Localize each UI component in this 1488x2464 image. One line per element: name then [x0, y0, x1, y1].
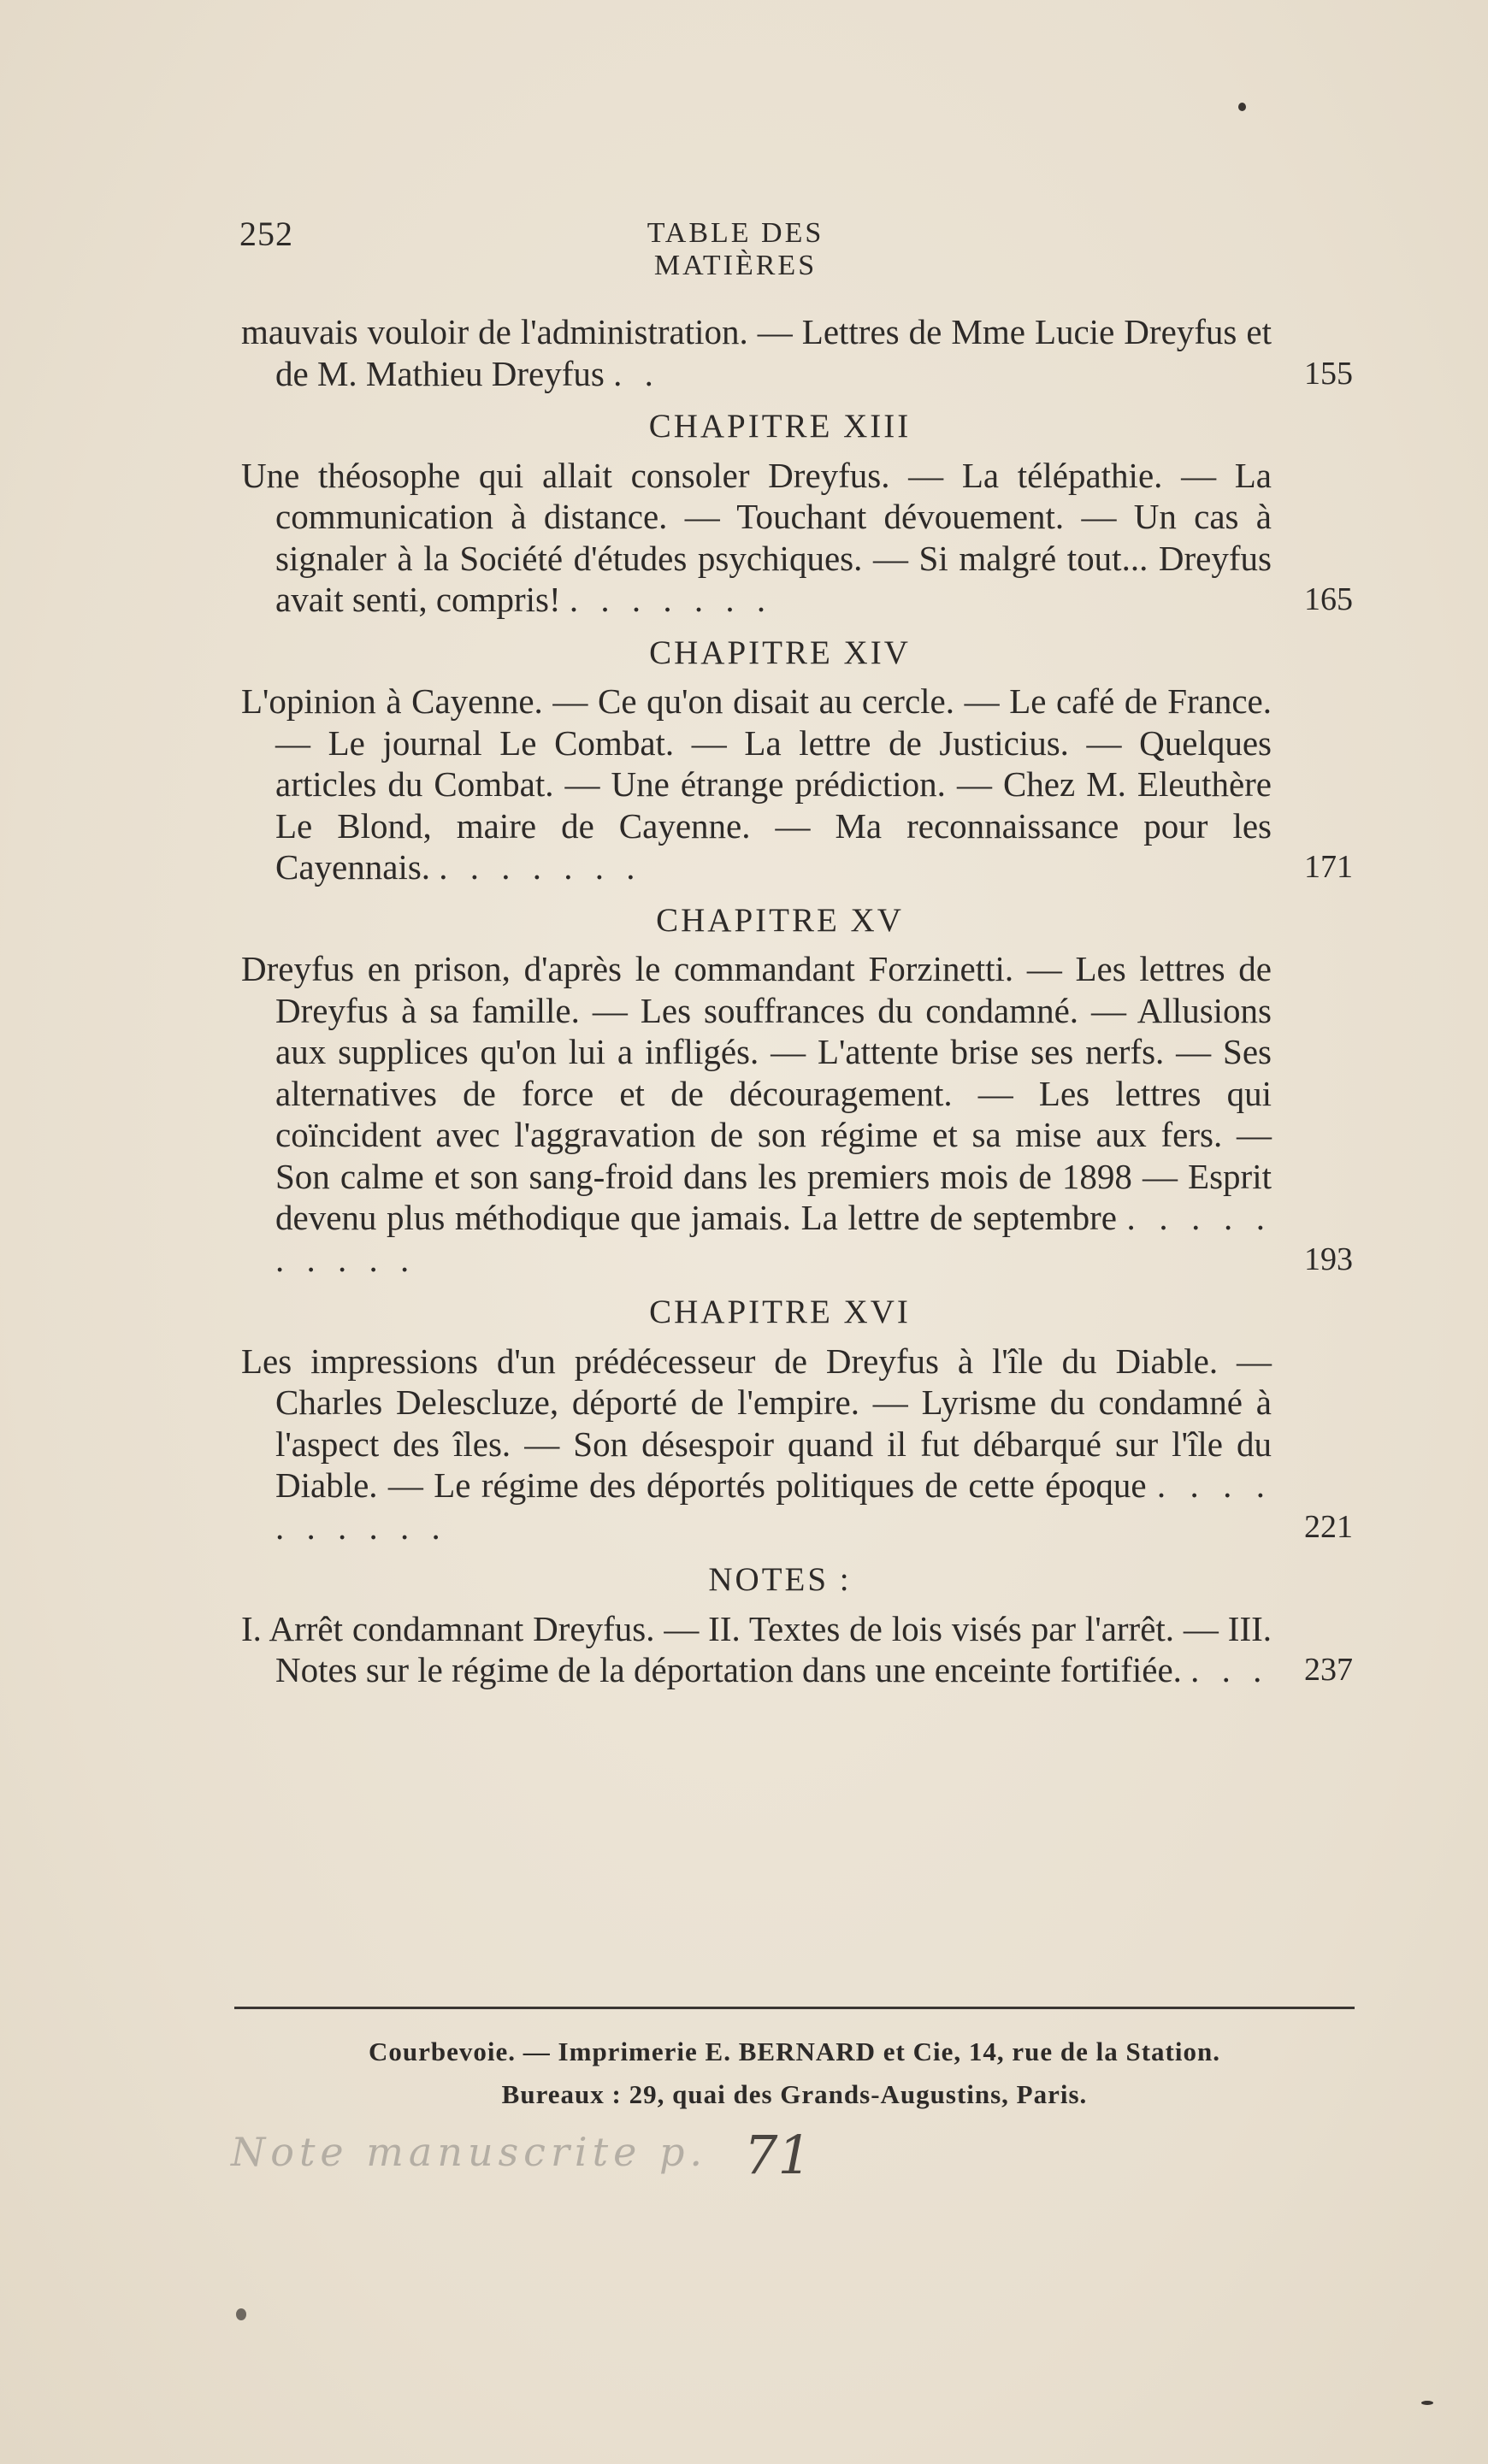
toc-entry-chapter-16: [241, 1341, 1353, 1548]
dot-leader: . .: [613, 353, 660, 393]
handwritten-note-number: 71: [744, 2124, 812, 2186]
toc-entry-text: Une théosophe qui allait consoler Dreyfus. — La télépathie. — La communication à distance. — Touchant dévouement. — Un cas à signaler à la Société d'études psychiques. — Si malgré tout... Dreyfus avait senti, compris!: [241, 455, 1272, 619]
toc-page-number: 221: [1304, 1508, 1353, 1545]
toc-page-number: 237: [1304, 1652, 1353, 1688]
toc-entry-text: I. Arrêt condamnant Dreyfus. — II. Textes de lois visés par l'arrêt. — III. Notes sur le régime de la déportation dans une enceinte fortifiée.: [241, 1608, 1272, 1689]
table-of-contents: [241, 311, 1353, 1691]
dot-leader: . . . . . . . . . .: [275, 1198, 1272, 1279]
dot-leader: . . . . . . .: [569, 580, 773, 619]
imprint-line-2: Bureaux : 29, quai des Grands-Augustins, Paris.: [501, 2079, 1088, 2109]
toc-entry-text: Dreyfus en prison, d'après le commandant Forzinetti. — Les lettres de Dreyfus à sa famille. — Les souffrances du condamné. — Allusions aux supplices qu'on lui a infligés. — L'attente brise ses nerfs. — Ses alternatives de force et de découragement. — Les lettres qui coïncident avec l'aggravation de son régime et sa mise aux fers. — Son calme et son sang-froid dans les premiers mois de 1898 — Esprit devenu plus méthodique que jamais. La lettre de septembre: [241, 949, 1272, 1237]
notes-heading: NOTES :: [708, 1561, 852, 1598]
dot-leader: . . . . . . . . . .: [275, 1465, 1272, 1547]
chapter-heading: CHAPITRE XVI: [649, 1294, 911, 1330]
toc-entry-continuation: [241, 311, 1353, 394]
printer-imprint: [234, 2031, 1355, 2116]
toc-page-number: 193: [1304, 1241, 1353, 1277]
toc-entry-chapter-15: [241, 948, 1353, 1280]
toc-page-number: 155: [1304, 355, 1353, 392]
page-number: 252: [239, 215, 293, 253]
paper-speck: [1238, 103, 1246, 111]
paper-speck: [1421, 2401, 1433, 2405]
toc-entry-chapter-14: [241, 681, 1353, 888]
toc-entry-chapter-13: [241, 455, 1353, 621]
running-head: [239, 214, 1360, 281]
dot-leader: . . . . . . .: [439, 847, 642, 887]
toc-entry-text: L'opinion à Cayenne. — Ce qu'on disait au cercle. — Le café de France. — Le journal Le Combat. — La lettre de Justicius. — Quelques articles du Combat. — Une étrange prédiction. — Chez M. Eleuthère Le Blond, maire de Cayenne. — Ma reconnaissance pour les Cayennais.: [241, 681, 1272, 887]
toc-page-number: 165: [1304, 581, 1353, 617]
paper-speck: [236, 2308, 246, 2320]
handwritten-note-text: Note manuscrite p.: [231, 2129, 708, 2175]
chapter-heading: CHAPITRE XIV: [649, 634, 911, 671]
chapter-heading: CHAPITRE XV: [656, 901, 904, 939]
divider-rule: [234, 2007, 1355, 2009]
dot-leader: . . .: [1190, 1650, 1269, 1689]
handwritten-note: [231, 2124, 830, 2206]
toc-entry-notes: [241, 1608, 1353, 1691]
toc-entry-text: Les impressions d'un prédécesseur de Dreyfus à l'île du Diable. — Charles Delescluze, déporté de l'empire. — Lyrisme du condamné à l'aspect des îles. — Son désespoir quand il fut débarqué sur l'île du Diable. — Le régime des déportés politiques de cette époque: [241, 1341, 1272, 1505]
running-title: TABLE DES MATIÈRES: [647, 217, 824, 281]
chapter-heading: CHAPITRE XIII: [648, 408, 912, 445]
imprint-line-1: Courbevoie. — Imprimerie E. BERNARD et Cie, 14, rue de la Station.: [369, 2037, 1220, 2066]
toc-entry-text: mauvais vouloir de l'administration. — Lettres de Mme Lucie Dreyfus et de M. Mathieu Dreyfus: [241, 312, 1272, 393]
toc-page-number: 171: [1304, 849, 1353, 885]
